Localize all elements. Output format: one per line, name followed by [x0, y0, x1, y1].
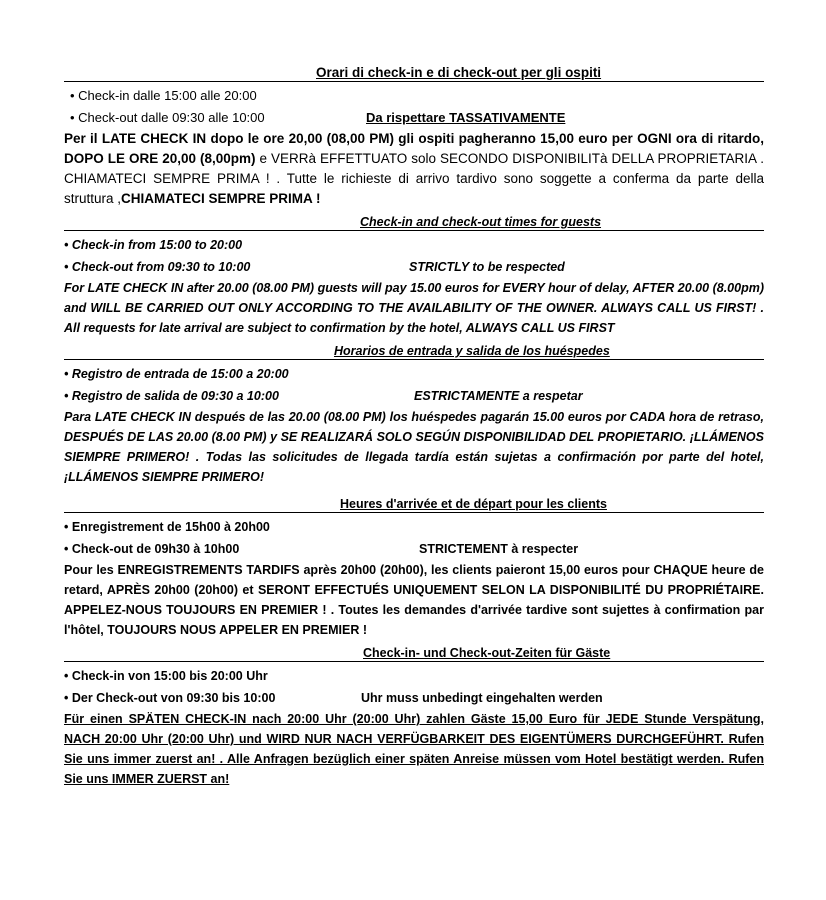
italian-paragraph: Per il LATE CHECK IN dopo le ore 20,00 (08,00 PM) gli ospiti pagheranno 15,00 euro per OGNI ora di ritardo, DOPO LE ORE 20,00 (8,00pm) e VERRà EFFETTUATO solo SECONDO DISPONIBILITà DELLA PROPRIETARIA . CHIAMATECI SEMPRE PRIMA ! . Tutte le richieste di arrivo tardivo sono soggette a conferma da parte della struttura ,CHIAMATECI SEMPRE PRIMA !	[64, 131, 764, 206]
french-title: Heures d'arrivée et de départ pour les clients	[340, 497, 607, 511]
italian-title: Orari di check-in e di check-out per gli ospiti	[316, 65, 602, 80]
french-checkin: • Enregistrement de 15h00 à 20h00	[64, 520, 270, 534]
german-title: Check-in- und Check-out-Zeiten für Gäste	[363, 646, 611, 660]
spanish-section	[64, 340, 764, 487]
english-checkin: • Check-in from 15:00 to 20:00	[64, 238, 243, 252]
french-paragraph: Pour les ENREGISTREMENTS TARDIFS après 20h00 (20h00), les clients paieront 15,00 euros pour CHAQUE heure de retard, APRÈS 20h00 (20h00) et SERONT EFFECTUÉS UNIQUEMENT SELON LA DISPONIBILITÉ DU PROPRIÉTAIRE. APPELEZ-NOUS TOUJOURS EN PREMIER ! . Toutes les demandes d'arrivée tardive sont sujettes à confirmation par l'hôtel, TOUJOURS NOUS APPELER EN PREMIER !	[64, 563, 764, 637]
german-checkout: • Der Check-out von 09:30 bis 10:00	[64, 691, 276, 705]
spanish-checkout: • Registro de salida de 09:30 a 10:00	[64, 389, 279, 403]
french-title-rule	[64, 493, 764, 513]
german-checkout-row	[64, 687, 764, 709]
french-checkout: • Check-out de 09h30 à 10h00	[64, 542, 240, 556]
english-checkout: • Check-out from 09:30 to 10:00	[64, 260, 251, 274]
italian-section	[64, 62, 764, 209]
english-title-rule	[64, 211, 764, 231]
spanish-checkout-row	[64, 385, 764, 407]
german-paragraph: Für einen SPÄTEN CHECK-IN nach 20:00 Uhr (20:00 Uhr) zahlen Gäste 15,00 Euro für JEDE Stunde Verspätung, NACH 20:00 Uhr (20:00 Uhr) und WIRD NUR NACH VERFÜGBARKEIT DES EIGENTÜMERS DURCHGEFÜHRT. Rufen Sie uns immer zuerst an! . Alle Anfragen bezüglich einer späten Anreise müssen vom Hotel bestätigt werden. Rufen Sie uns IMMER ZUERST an!	[64, 712, 764, 786]
german-strict-note: Uhr muss unbedingt eingehalten werden	[361, 691, 603, 705]
french-strict-note: STRICTEMENT à respecter	[419, 542, 579, 556]
english-strict-note: STRICTLY to be respected	[409, 260, 565, 274]
french-section	[64, 493, 764, 640]
italian-checkout-row	[64, 107, 764, 129]
german-title-rule	[64, 642, 764, 662]
german-section	[64, 642, 764, 789]
italian-strict-note: Da rispettare TASSATIVAMENTE	[366, 110, 566, 125]
spanish-paragraph: Para LATE CHECK IN después de las 20.00 (08.00 PM) los huéspedes pagarán 15.00 euros por CADA hora de retraso, DESPUÉS DE LAS 20.00 (8.00 PM) y SE REALIZARÁ SOLO SEGÚN DISPONIBILIDAD DEL PROPIETARIO. ¡LLÁMENOS SIEMPRE PRIMERO! . Todas las solicitudes de llegada tardía están sujetas a confirmación por parte del hotel, ¡LLÁMENOS SIEMPRE PRIMERO!	[64, 410, 764, 484]
italian-checkout: • Check-out dalle 09:30 alle 10:00	[70, 110, 265, 125]
spanish-title-rule	[64, 340, 764, 360]
french-checkout-row	[64, 538, 764, 560]
spanish-checkin: • Registro de entrada de 15:00 a 20:00	[64, 367, 289, 381]
policy-document	[64, 62, 764, 791]
german-checkin: • Check-in von 15:00 bis 20:00 Uhr	[64, 669, 268, 683]
spanish-title: Horarios de entrada y salida de los huéspedes	[334, 344, 610, 358]
english-paragraph: For LATE CHECK IN after 20.00 (08.00 PM) guests will pay 15.00 euros for EVERY hour of delay, AFTER 20.00 (8.00pm) and WILL BE CARRIED OUT ONLY ACCORDING TO THE AVAILABILITY OF THE OWNER. ALWAYS CALL US FIRST! . All requests for late arrival are subject to confirmation by the hotel, ALWAYS CALL US FIRST	[64, 281, 764, 335]
english-section	[64, 211, 764, 338]
english-title: Check-in and check-out times for guests	[360, 215, 602, 229]
spanish-strict-note: ESTRICTAMENTE a respetar	[414, 389, 583, 403]
italian-checkin: • Check-in dalle 15:00 alle 20:00	[70, 88, 257, 103]
english-checkout-row	[64, 256, 764, 278]
italian-title-rule	[64, 62, 764, 82]
